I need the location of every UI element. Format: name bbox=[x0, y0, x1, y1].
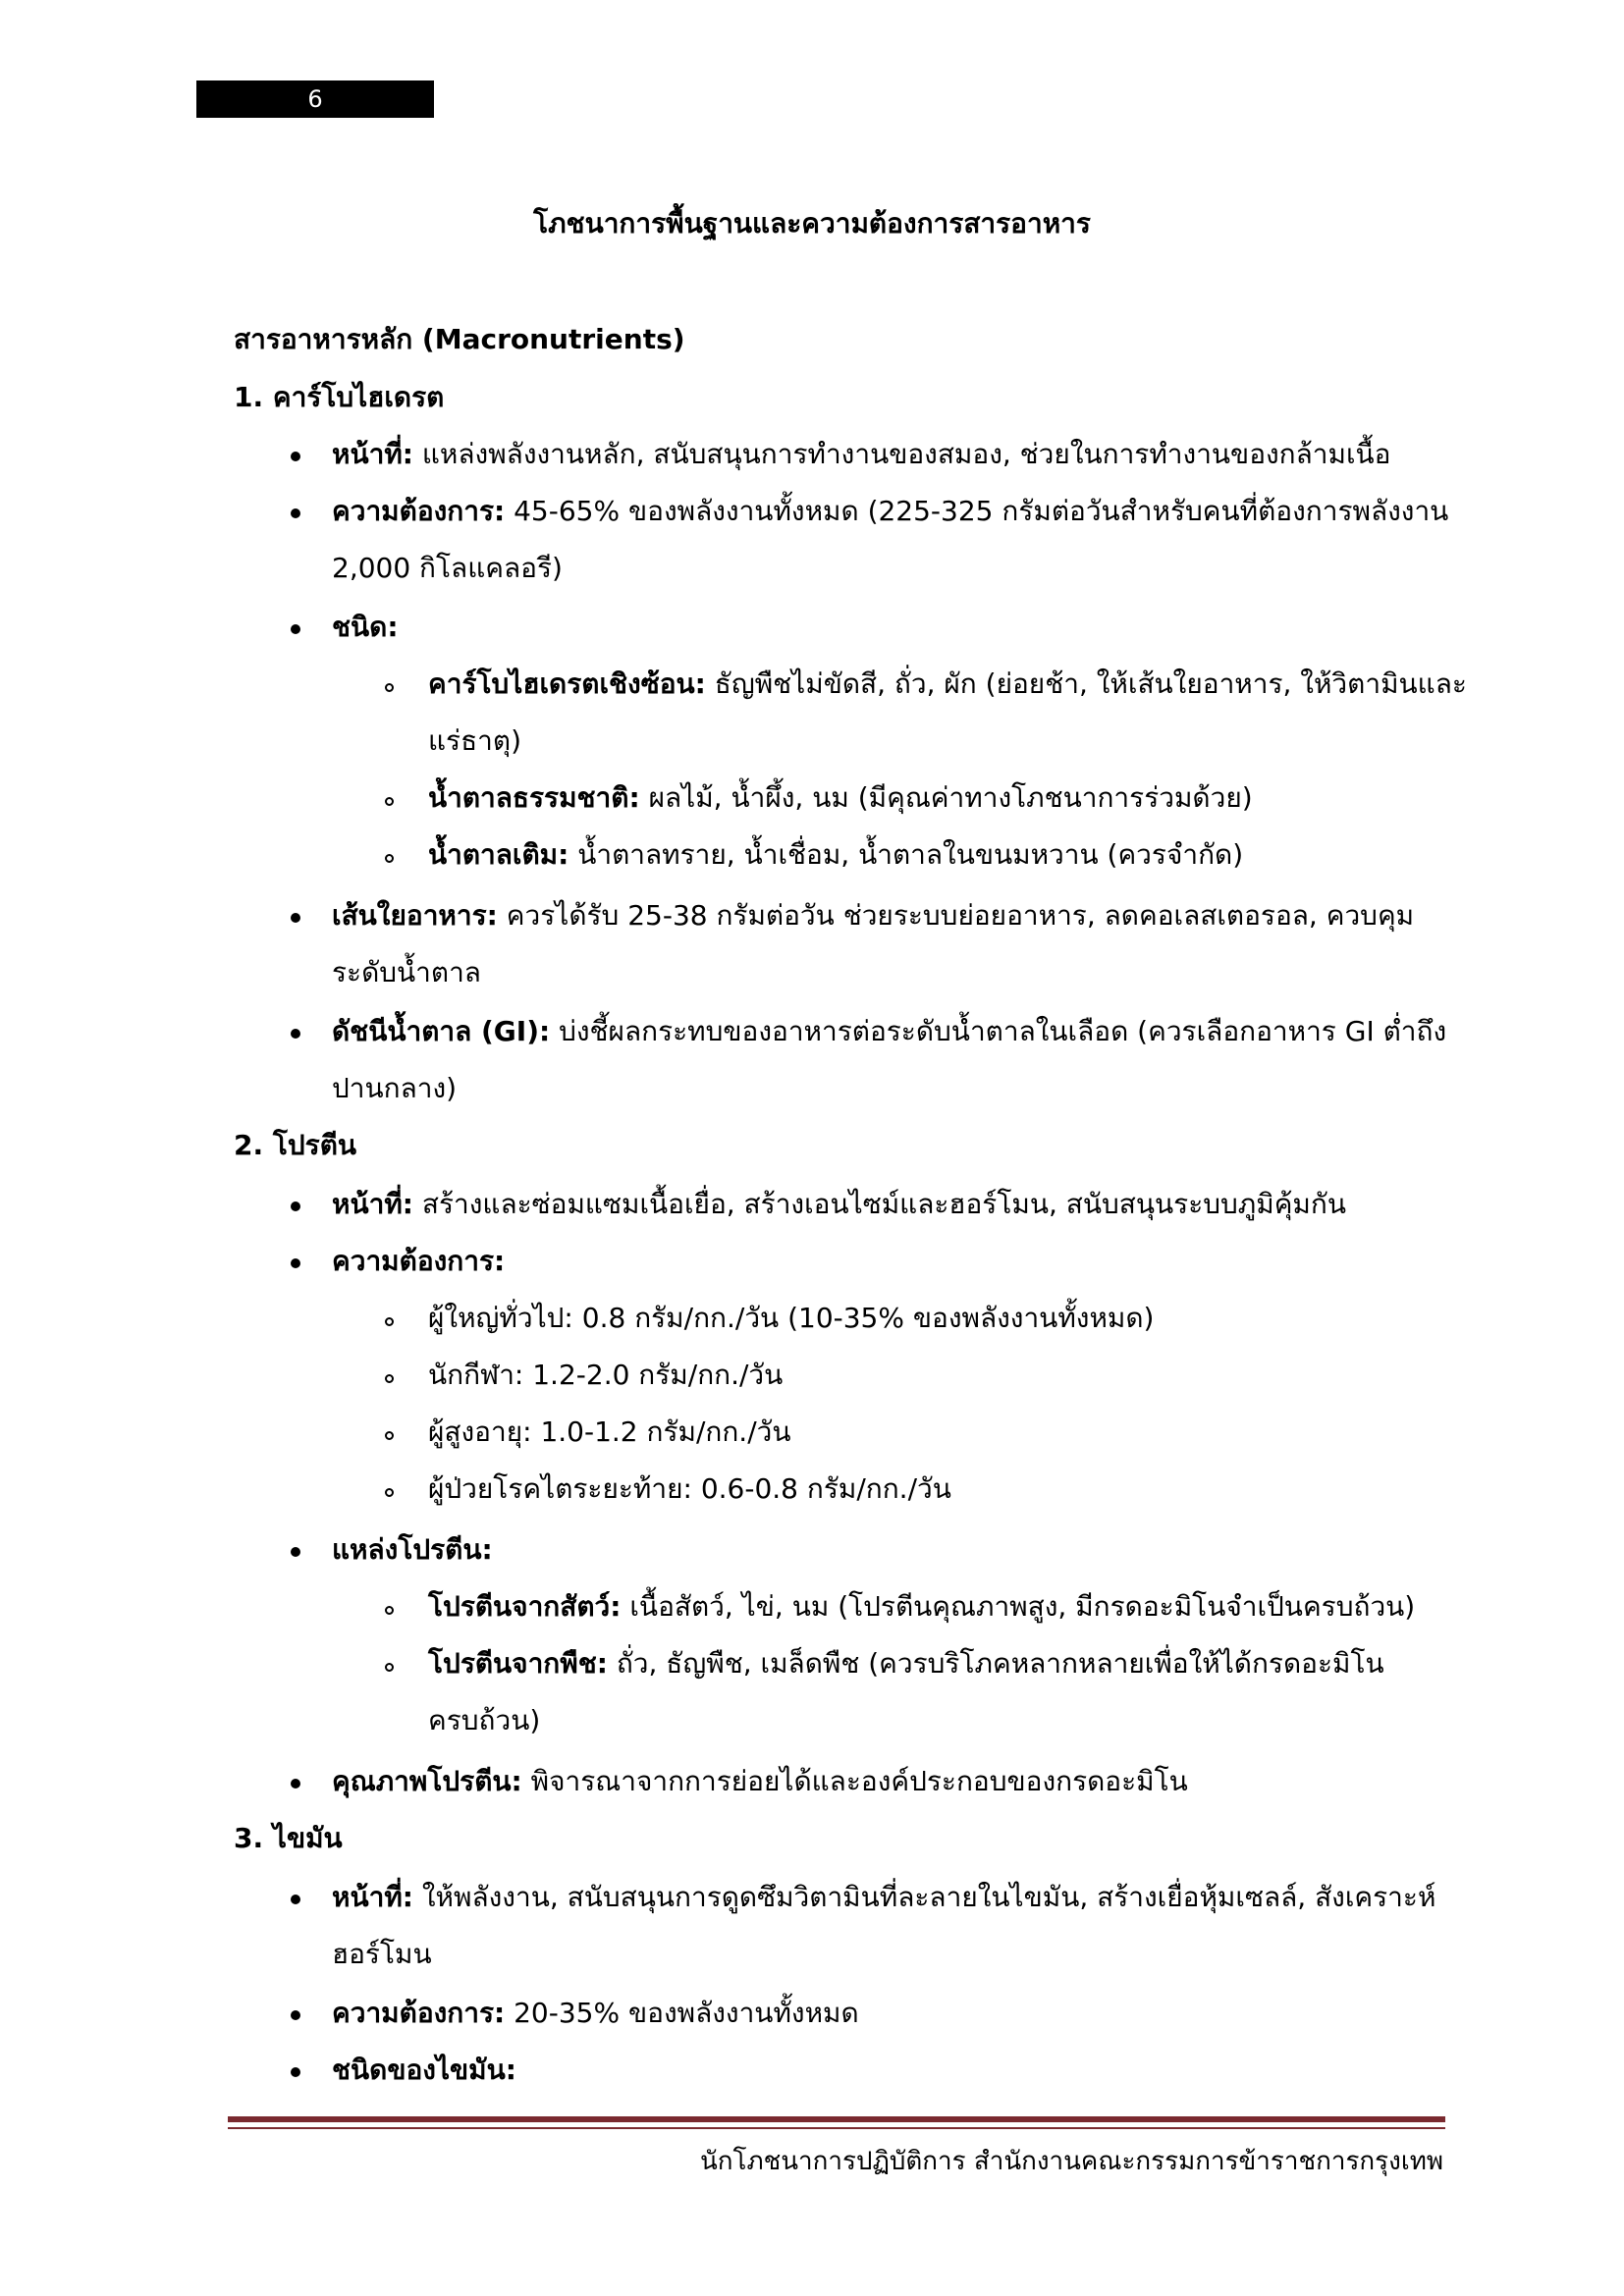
bullet-icon bbox=[291, 1258, 300, 1268]
text: พิจารณาจากการย่อยได้และองค์ประกอบของกรดอะมิโน bbox=[521, 1765, 1188, 1797]
circle-bullet-icon bbox=[385, 1663, 394, 1672]
carb-added-sugar bbox=[428, 835, 1243, 875]
text: ถั่ว, ธัญพืช, เมล็ดพืช (ควรบริโภคหลากหลายเพื่อให้ได้กรดอะมิโน bbox=[607, 1647, 1384, 1680]
fat-requirement bbox=[332, 1994, 859, 2033]
circle-bullet-icon bbox=[385, 797, 394, 806]
bullet-icon bbox=[291, 1029, 300, 1039]
protein-animal bbox=[428, 1587, 1415, 1627]
circle-bullet-icon bbox=[385, 1431, 394, 1440]
label: โปรตีนจากสัตว์: bbox=[428, 1590, 622, 1623]
text: 45-65% ของพลังงานทั้งหมด (225-325 กรัมต่อวันสำหรับคนที่ต้องการพลังงาน bbox=[505, 495, 1449, 527]
text: ควรได้รับ 25-38 กรัมต่อวัน ช่วยระบบย่อยอาหาร, ลดคอเลสเตอรอล, ควบคุม bbox=[497, 899, 1415, 932]
bullet-icon bbox=[291, 624, 300, 634]
carb-fiber bbox=[332, 896, 1414, 935]
section-heading: สารอาหารหลัก (Macronutrients) bbox=[234, 323, 685, 355]
label: ดัชนีน้ำตาล (GI): bbox=[332, 1015, 551, 1047]
carb-function bbox=[332, 435, 1391, 474]
carb-types-label: ชนิด: bbox=[332, 611, 399, 643]
carb-gi-cont: ปานกลาง) bbox=[332, 1072, 458, 1104]
protein-quality bbox=[332, 1762, 1188, 1801]
label: น้ำตาลเติม: bbox=[428, 838, 569, 871]
protein-plant-cont: ครบถ้วน) bbox=[428, 1704, 541, 1736]
label: น้ำตาลธรรมชาติ: bbox=[428, 781, 640, 814]
carb-complex bbox=[428, 665, 1467, 704]
protein-req-ckd: ผู้ป่วยโรคไตระยะท้าย: 0.6-0.8 กรัม/กก./วัน bbox=[428, 1472, 951, 1505]
bullet-icon bbox=[291, 2010, 300, 2020]
text: น้ำตาลทราย, น้ำเชื่อม, น้ำตาลในขนมหวาน (ควรจำกัด) bbox=[568, 838, 1244, 871]
circle-bullet-icon bbox=[385, 1374, 394, 1383]
carb-gi bbox=[332, 1012, 1446, 1051]
bullet-icon bbox=[291, 1779, 300, 1789]
text: ผลไม้, น้ำผึ้ง, นม (มีคุณค่าทางโภชนาการร่วมด้วย) bbox=[639, 781, 1253, 814]
fat-types-label: ชนิดของไขมัน: bbox=[332, 2054, 516, 2086]
bullet-icon bbox=[291, 452, 300, 461]
footer-rule bbox=[228, 2116, 1445, 2122]
label: ความต้องการ: bbox=[332, 1997, 506, 2029]
protein-req-athlete: นักกีฬา: 1.2-2.0 กรัม/กก./วัน bbox=[428, 1359, 784, 1391]
label: หน้าที่: bbox=[332, 1188, 413, 1220]
footer-rule-thin bbox=[228, 2127, 1445, 2129]
text: 20-35% ของพลังงานทั้งหมด bbox=[505, 1997, 859, 2029]
carb-natural-sugar bbox=[428, 778, 1253, 818]
protein-plant bbox=[428, 1644, 1384, 1683]
fat-heading: 3. ไขมัน bbox=[234, 1822, 343, 1854]
fat-function-cont: ฮอร์โมน bbox=[332, 1938, 432, 1970]
label: คาร์โบไฮเดรตเชิงซ้อน: bbox=[428, 667, 706, 700]
text: ธัญพืชไม่ขัดสี, ถั่ว, ผัก (ย่อยช้า, ให้เส้นใยอาหาร, ให้วิตามินและ bbox=[705, 667, 1467, 700]
text: ให้พลังงาน, สนับสนุนการดูดซึมวิตามินที่ละลายในไขมัน, สร้างเยื่อหุ้มเซลล์, สังเคราะห์ bbox=[412, 1881, 1436, 1913]
text: เนื้อสัตว์, ไข่, นม (โปรตีนคุณภาพสูง, มีกรดอะมิโนจำเป็นครบถ้วน) bbox=[621, 1590, 1416, 1623]
bullet-icon bbox=[291, 2067, 300, 2077]
circle-bullet-icon bbox=[385, 1606, 394, 1615]
circle-bullet-icon bbox=[385, 854, 394, 863]
bullet-icon bbox=[291, 1547, 300, 1557]
page-number: 6 bbox=[196, 80, 434, 118]
protein-heading: 2. โปรตีน bbox=[234, 1129, 357, 1161]
bullet-icon bbox=[291, 1201, 300, 1211]
protein-sources-label: แหล่งโปรตีน: bbox=[332, 1533, 493, 1566]
label: หน้าที่: bbox=[332, 438, 413, 470]
bullet-icon bbox=[291, 913, 300, 923]
protein-requirement-label: ความต้องการ: bbox=[332, 1245, 506, 1277]
carb-complex-cont: แร่ธาตุ) bbox=[428, 724, 522, 757]
label: เส้นใยอาหาร: bbox=[332, 899, 498, 932]
protein-function bbox=[332, 1185, 1346, 1224]
text: บ่งชี้ผลกระทบของอาหารต่อระดับน้ำตาลในเลือด (ควรเลือกอาหาร GI ต่ำถึง bbox=[550, 1015, 1447, 1047]
circle-bullet-icon bbox=[385, 1488, 394, 1497]
label: คุณภาพโปรตีน: bbox=[332, 1765, 522, 1797]
protein-req-elderly: ผู้สูงอายุ: 1.0-1.2 กรัม/กก./วัน bbox=[428, 1415, 791, 1448]
text: แหล่งพลังงานหลัก, สนับสนุนการทำงานของสมอง, ช่วยในการทำงานของกล้ามเนื้อ bbox=[412, 438, 1391, 470]
bullet-icon bbox=[291, 508, 300, 518]
carb-requirement bbox=[332, 492, 1448, 531]
circle-bullet-icon bbox=[385, 683, 394, 692]
bullet-icon bbox=[291, 1895, 300, 1904]
carb-heading: 1. คาร์โบไฮเดรต bbox=[234, 381, 445, 413]
fat-function bbox=[332, 1878, 1435, 1917]
label: หน้าที่: bbox=[332, 1881, 413, 1913]
circle-bullet-icon bbox=[385, 1317, 394, 1326]
text: สร้างและซ่อมแซมเนื้อเยื่อ, สร้างเอนไซม์และฮอร์โมน, สนับสนุนระบบภูมิคุ้มกัน bbox=[412, 1188, 1346, 1220]
carb-fiber-cont: ระดับน้ำตาล bbox=[332, 956, 481, 988]
carb-requirement-cont: 2,000 กิโลแคลอรี) bbox=[332, 552, 563, 584]
footer-text: นักโภชนาการปฏิบัติการ สำนักงานคณะกรรมการข้าราชการกรุงเทพ bbox=[700, 2147, 1443, 2176]
page-title: โภชนาการพื้นฐานและความต้องการสารอาหาร bbox=[533, 207, 1091, 240]
label: โปรตีนจากพืช: bbox=[428, 1647, 608, 1680]
label: ความต้องการ: bbox=[332, 495, 506, 527]
protein-req-adult: ผู้ใหญ่ทั่วไป: 0.8 กรัม/กก./วัน (10-35% ของพลังงานทั้งหมด) bbox=[428, 1302, 1155, 1334]
